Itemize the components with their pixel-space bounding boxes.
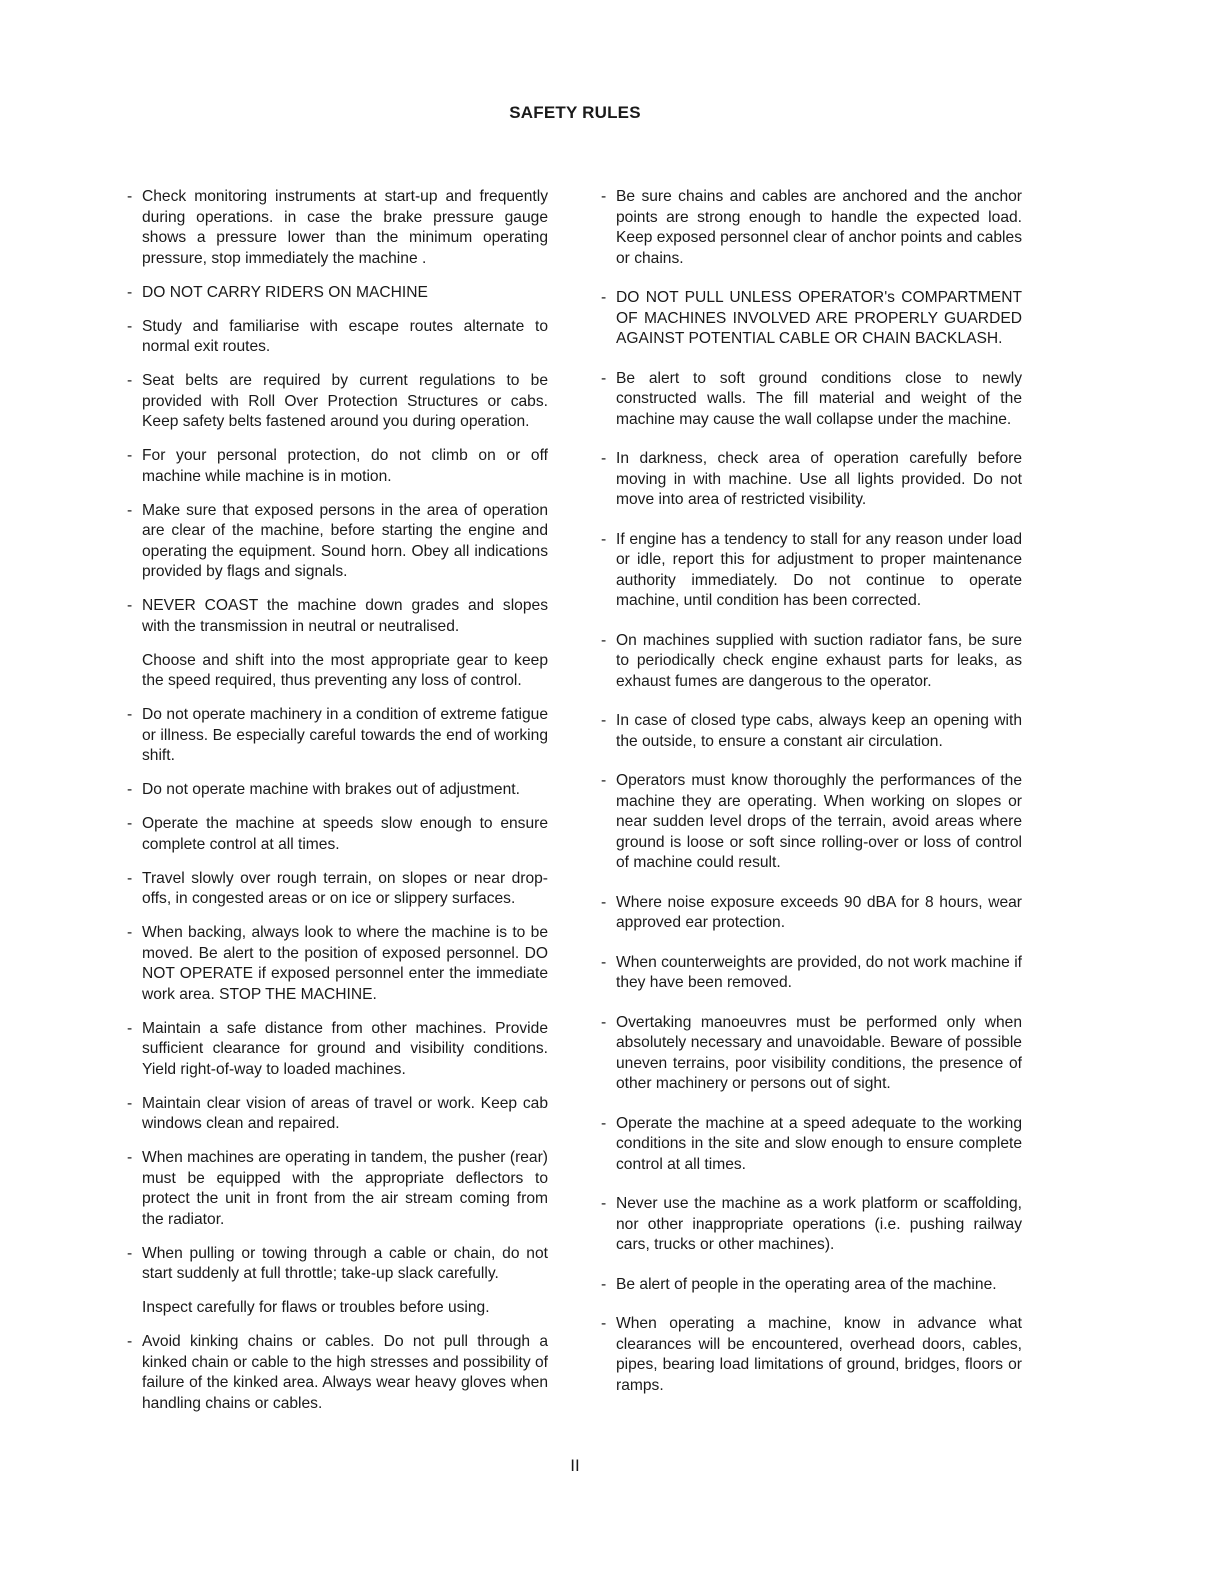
rule-item: - Where noise exposure exceeds 90 dBA for 8 hours, wear approved ear protection. xyxy=(601,893,1022,934)
rule-note: Choose and shift into the most appropriate gear to keep the speed required, thus preventing any loss of control. xyxy=(142,651,548,689)
rule-item: - For your personal protection, do not climb on or off machine while machine is in motion. xyxy=(127,446,548,487)
rule-item: - Be alert to soft ground conditions close to newly constructed walls. The fill material and weight of the machine may cause the wall collapse under the machine. xyxy=(601,369,1022,431)
rule-item: - Do not operate machinery in a condition of extreme fatigue or illness. Be especially careful towards the end of working shift. xyxy=(127,705,548,767)
left-column xyxy=(127,187,548,1428)
rule-item: - Maintain clear vision of areas of travel or work. Keep cab windows clean and repaired. xyxy=(127,1094,548,1135)
rule-item: - Study and familiarise with escape routes alternate to normal exit routes. xyxy=(127,317,548,358)
rule-item: - When pulling or towing through a cable or chain, do not start suddenly at full throttle; take-up slack carefully. xyxy=(127,1244,548,1285)
rule-item: - When counterweights are provided, do not work machine if they have been removed. xyxy=(601,953,1022,994)
rule-item: - Be alert of people in the operating area of the machine. xyxy=(601,1275,1022,1296)
page-number: II xyxy=(570,1456,580,1475)
right-column xyxy=(601,187,1022,1415)
rule-item: - Overtaking manoeuvres must be performed only when absolutely necessary and unavoidable. Beware of possible uneven terrains, poor visibility conditions, the presence of other machinery or persons out of sight. xyxy=(601,1013,1022,1095)
rule-item: - In case of closed type cabs, always keep an opening with the outside, to ensure a constant air circulation. xyxy=(601,711,1022,752)
rule-item: - Seat belts are required by current regulations to be provided with Roll Over Protection Structures or cabs. Keep safety belts fastened around you during operation. xyxy=(127,371,548,433)
rule-item: - Operate the machine at speeds slow enough to ensure complete control at all times. xyxy=(127,814,548,855)
rule-note: Inspect carefully for flaws or troubles before using. xyxy=(142,1299,490,1316)
rule-item: - Travel slowly over rough terrain, on slopes or near drop-offs, in congested areas or on ice or slippery surfaces. xyxy=(127,869,548,910)
rule-item: - Operators must know thoroughly the performances of the machine they are operating. When working on slopes or near sudden level drops of the terrain, avoid areas where ground is loose or soft since rolling-over or loss of control of machine could result. xyxy=(601,771,1022,874)
rule-item: - When backing, always look to where the machine is to be moved. Be alert to the position of exposed personnel. DO NOT OPERATE if exposed personnel enter the immediate work area. STOP THE MACHINE. xyxy=(127,923,548,1005)
rule-item: - When machines are operating in tandem, the pusher (rear) must be equipped with the appropriate deflectors to protect the unit in front from the air stream coming from the radiator. xyxy=(127,1148,548,1230)
rule-item: - Maintain a safe distance from other machines. Provide sufficient clearance for ground and visibility conditions. Yield right-of-way to loaded machines. xyxy=(127,1019,548,1081)
rule-item: - In darkness, check area of operation carefully before moving in with machine. Use all lights provided. Do not move into area of restricted visibility. xyxy=(601,449,1022,511)
rule-item: - NEVER COAST the machine down grades and slopes with the transmission in neutral or neutralised. xyxy=(127,596,548,637)
rule-item: - DO NOT CARRY RIDERS ON MACHINE xyxy=(127,283,548,304)
rule-item: - Check monitoring instruments at start-up and frequently during operations. in case the brake pressure gauge shows a pressure lower than the minimum operating pressure, stop immediately the machine . xyxy=(127,187,548,269)
rule-item: - On machines supplied with suction radiator fans, be sure to periodically check engine exhaust parts for leaks, as exhaust fumes are dangerous to the operator. xyxy=(601,631,1022,693)
rule-item: - Avoid kinking chains or cables. Do not pull through a kinked chain or cable to the high stresses and possibility of failure of the kinked area. Always wear heavy gloves when handling chains or cables. xyxy=(127,1332,548,1414)
rule-item: - Never use the machine as a work platform or scaffolding, nor other inappropriate operations (i.e. pushing railway cars, trucks or other machines). xyxy=(601,1194,1022,1256)
rule-item: - If engine has a tendency to stall for any reason under load or idle, report this for adjustment to proper maintenance authority immediately. Do not continue to operate machine, until condition has been corrected. xyxy=(601,530,1022,612)
rule-item: - Do not operate machine with brakes out of adjustment. xyxy=(127,780,548,801)
rule-item: - When operating a machine, know in advance what clearances will be encountered, overhead doors, cables, pipes, bearing load limitations of ground, bridges, floors or ramps. xyxy=(601,1314,1022,1396)
rule-item: - Make sure that exposed persons in the area of operation are clear of the machine, before starting the engine and operating the equipment. Sound horn. Obey all indications provided by flags and signals. xyxy=(127,501,548,583)
page-title: SAFETY RULES xyxy=(509,103,641,122)
rule-item: - DO NOT PULL UNLESS OPERATOR's COMPARTMENT OF MACHINES INVOLVED ARE PROPERLY GUARDED AGAINST POTENTIAL CABLE OR CHAIN BACKLASH. xyxy=(601,288,1022,350)
rule-item: - Operate the machine at a speed adequate to the working conditions in the site and slow enough to ensure complete control at all times. xyxy=(601,1114,1022,1176)
rule-item: - Be sure chains and cables are anchored and the anchor points are strong enough to handle the expected load. Keep exposed personnel clear of anchor points and cables or chains. xyxy=(601,187,1022,269)
